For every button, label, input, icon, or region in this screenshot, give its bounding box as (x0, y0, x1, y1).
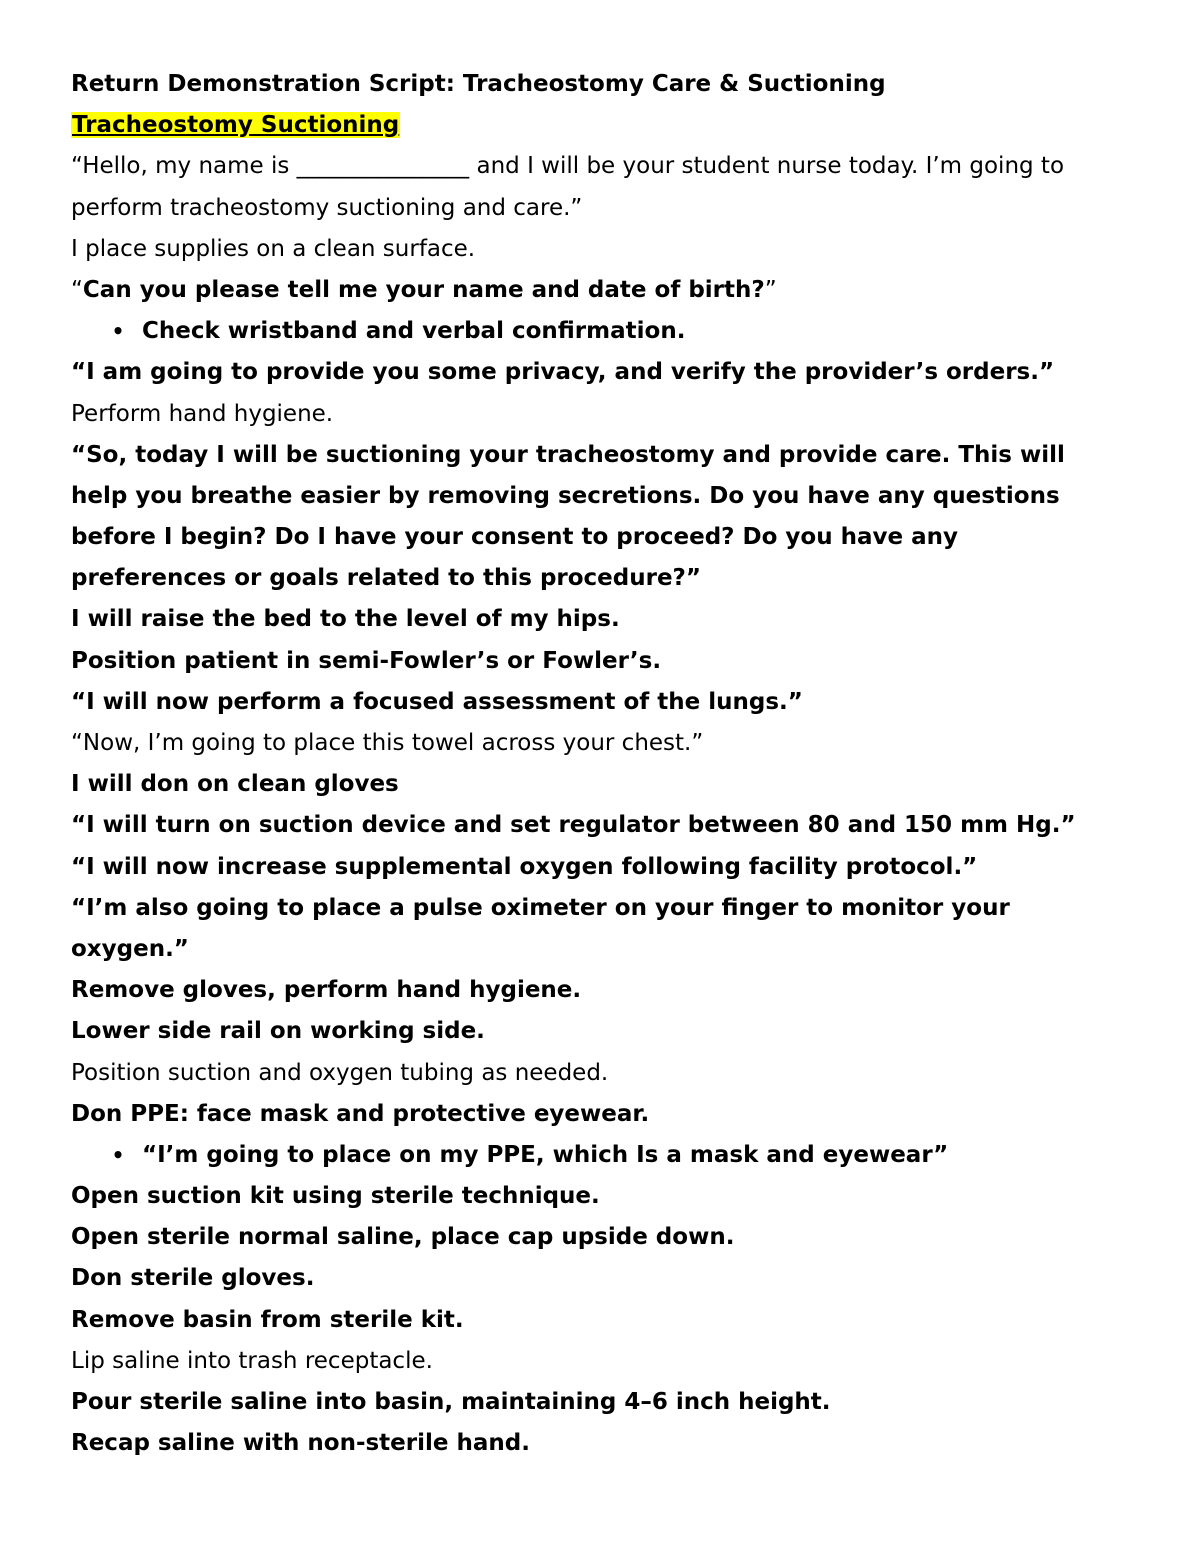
document-body (71, 64, 1151, 1464)
script-line: “I will now increase supplemental oxygen following facility protocol.” (71, 853, 978, 880)
bullet-item (71, 311, 1151, 352)
identity-question: Can you please tell me your name and date of birth? (82, 276, 765, 303)
script-line: Open sterile normal saline, place cap upside down. (71, 1224, 735, 1251)
script-line: Remove basin from sterile kit. (71, 1306, 464, 1333)
script-line: Lower side rail on working side. (71, 1018, 485, 1045)
script-line: I will don on clean gloves (71, 771, 399, 798)
script-line: Position suction and oxygen tubing as needed. (71, 1059, 609, 1086)
script-line: Don sterile gloves. (71, 1265, 315, 1292)
script-line: oxygen.” (71, 935, 189, 962)
close-quote: ” (764, 276, 777, 303)
section-heading: Tracheostomy Suctioning (72, 112, 400, 139)
bullet-icon: • (111, 1142, 125, 1167)
script-line: “I am going to provide you some privacy, and verify the provider’s orders.” (71, 359, 1055, 386)
bullet-text: “I’m going to place on my PPE, which Is a mask and eyewear” (142, 1141, 949, 1168)
document-title: Return Demonstration Script: Tracheostomy Care & Suctioning (71, 71, 886, 97)
script-line: Open suction kit using sterile technique. (71, 1183, 600, 1210)
script-line: “I will now perform a focused assessment of the lungs.” (71, 688, 803, 715)
script-line: Pour sterile saline into basin, maintaining 4–6 inch height. (71, 1389, 831, 1415)
script-line: Don PPE: face mask and protective eyewear. (71, 1100, 650, 1127)
script-line: Perform hand hygiene. (71, 400, 334, 427)
open-quote: “ (71, 276, 83, 303)
bullet-item (71, 1135, 1151, 1176)
script-line: Recap saline with non-sterile hand. (71, 1430, 530, 1457)
bullet-icon: • (111, 319, 125, 344)
bullet-text: Check wristband and verbal confirmation. (142, 318, 686, 345)
script-line: Lip saline into trash receptacle. (71, 1347, 433, 1374)
script-line: I will raise the bed to the level of my hips. (71, 606, 620, 633)
script-line: preferences or goals related to this procedure?” (71, 565, 702, 592)
script-line: “So, today I will be suctioning your tracheostomy and provide care. This will (71, 441, 1065, 468)
script-line: perform tracheostomy suctioning and care.” (71, 194, 583, 221)
script-line: “I’m also going to place a pulse oximeter on your finger to monitor your (71, 894, 1010, 921)
script-line: Position patient in semi-Fowler’s or Fowler’s. (71, 647, 662, 674)
script-line: “Hello, my name is _______________ and I will be your student nurse today. I’m going to (71, 153, 1065, 180)
section-heading-line (71, 105, 1151, 146)
script-line: Remove gloves, perform hand hygiene. (71, 977, 582, 1004)
script-line: “Now, I’m going to place this towel across your chest.” (71, 730, 704, 756)
script-line: before I begin? Do I have your consent to proceed? Do you have any (71, 524, 958, 551)
script-line: I place supplies on a clean surface. (71, 235, 476, 262)
script-line: help you breathe easier by removing secretions. Do you have any questions (71, 482, 1060, 509)
script-line: “I will turn on suction device and set regulator between 80 and 150 mm Hg.” (71, 812, 1076, 839)
script-line (71, 270, 1151, 311)
